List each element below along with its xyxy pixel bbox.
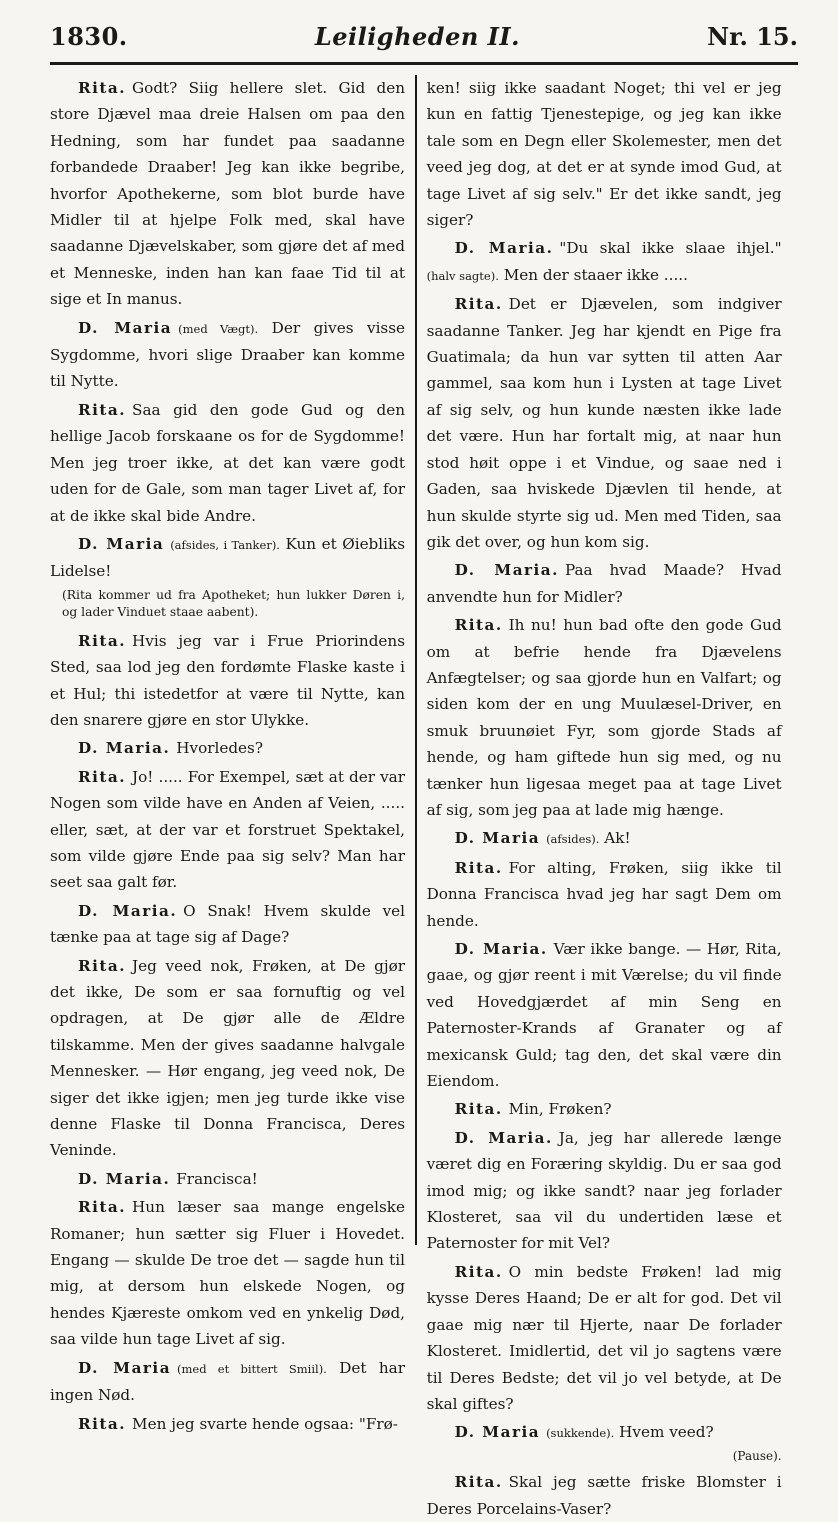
stage-direction-block: (Rita kommer ud fra Apotheket; hun lukker Døren i, og lader Vinduet staae aabent). [62,587,405,620]
dialogue-text: Ja, jeg har allerede længe været dig en Foræring skyldig. Du er saa god imod mig; og ikke sandt? naar jeg forlader Klosteret, saa vil du undertiden læse et Paternoster for mit Vel? [426,1128,782,1253]
dialogue-text: ken! siig ikke saadant Noget; thi vel er jeg kun en fattig Tjenestepige, og jeg kan ikke tale som en Degn eller Skolemester, men det veed jeg dog, at det er at synde imod Gud, at tage Livet af sig selv." Er det ikke sandt, jeg siger? [426,79,782,230]
dialogue-text: Jeg veed nok, Frøken, at De gjør det ikke, De som er saa fornuftig og vel opdragen, at De gjør alle de Ældre tilskamme. Men der gives saadanne halvgale Mennesker. — Hør engang, jeg veed nok, De siger det ikke igjen; men jeg turde ikke vise denne Flaske til Donna Francisca, Deres Veninde. [50,956,405,1160]
dialogue-text: Saa gid den gode Gud og den hellige Jacob forskaane os for de Sygdomme! Men jeg troer ikke, at det kan være godt uden for de Gale, som man tager Livet af, for at de ikke skal bide Andre. [50,400,405,525]
dialogue-text: Vær ikke bange. — Hør, Rita, gaae, og gjør reent i mit Værelse; du vil finde ved Hovedgjærdet af min Seng en Paternoster-Krands af Granater og af mexicansk Guld; tag den, det skal være din Eiendom. [426,940,782,1091]
dialogue-text: Kun et Øiebliks Lidelse! [50,534,405,581]
header-year: 1830. [50,22,128,51]
dialogue-text: Der gives visse Sygdomme, hvori slige Draaber kan komme til Nytte. [50,318,406,391]
speaker: D. Maria. [454,1128,553,1147]
dialogue-text: Det har ingen Nød. [50,1358,405,1405]
paragraph [427,1469,782,1522]
paragraph [50,898,405,951]
paragraph [427,75,782,233]
stage-direction: (med Vægt). [178,321,259,336]
paragraph [427,936,782,1094]
dialogue-text: Men jeg svarte hende ogsaa: "Frø- [132,1414,398,1433]
stage-direction: (afsides, i Tanker). [170,537,280,552]
stage-direction: (afsides). [546,832,600,847]
speaker: Rita. [454,616,503,635]
speaker: D. Maria. [78,739,171,758]
speaker: D. Maria. [78,901,178,920]
dialogue-text: Ak! [604,829,631,848]
speaker: D. Maria. [78,1169,171,1188]
dialogue-text: O min bedste Frøken! lad mig kysse Deres Haand; De er alt for god. Det vil gaae mig nær til Hjerte, naar De forlader Klosteret. Imidlertid, det vil jo sagtens være til Deres Bedste; det vil jo vel betyde, at De skal giftes? [426,1262,782,1413]
paragraph [427,825,782,852]
dialogue-text: Hvem veed? [619,1423,714,1442]
right-column [417,75,782,1518]
paragraph [50,531,405,585]
speaker: Rita. [454,1473,503,1492]
dialogue-text: Skal jeg sætte friske Blomster i Deres Porcelains-Vaser? [426,1473,782,1518]
pause-direction: (Pause). [732,1448,782,1463]
dialogue-text: For alting, Frøken, siig ikke til Donna Francisca hvad jeg har sagt Dem om hende. [426,858,782,930]
header-number: Nr. 15. [707,22,798,51]
dialogue-text: Men der staaer ikke ..... [503,265,688,284]
dialogue-text: Paa hvad Maade? Hvad anvendte hun for Midler? [426,561,782,606]
speaker: D. Maria. [454,940,548,958]
paragraph [50,1411,405,1437]
stage-direction: (med et bittert Smiil). [177,1361,327,1376]
paragraph [50,735,405,761]
speaker: D. Maria [78,534,165,553]
speaker: D. Maria [454,1423,541,1442]
paragraph [50,764,405,896]
speaker: Rita. [454,295,503,314]
header-title: Leiligheden II. [314,22,520,51]
dialogue-text: Hvis jeg var i Frue Priorindens Sted, saa lod jeg den fordømte Flaske kaste i et Hul; thi istedetfor at være til Nytte, kan den snarere gjøre en stor Ulykke. [50,631,405,729]
paragraph [50,1194,405,1352]
paragraph [427,612,782,823]
dialogue-text: Ih nu! hun bad ofte den gode Gud om at befrie hende fra Djævelens Anfægtelser; og saa gjorde hun en Valfart; og siden kom der en ung Muulæsel-Driver, en smuk bruunøiet Fyr, som gjorde Stads af hende, og ham giftede hun sig med, og nu tænker hun ligesaa meget paa at tage Livet af sig, som jeg paa at lade mig hænge. [426,616,782,819]
speaker: D. Maria. [454,239,554,258]
speaker: Rita. [78,956,127,975]
speaker: D. Maria [454,829,541,848]
dialogue-text: Hun læser saa mange engelske Romaner; hun sætter sig Fluer i Hovedet. Engang — skulde De troe det — sagde hun til mig, at dersom hun elskede Nogen, og hendes Kjæreste omkom ved en ynkelig Død, saa vilde hun tage Livet af sig. [50,1198,405,1349]
speaker: Rita. [78,400,127,419]
speaker: D. Maria. [454,561,559,580]
speaker: Rita. [454,1100,503,1119]
paragraph [427,235,782,289]
paragraph [50,75,405,313]
stage-direction: (sukkende). [546,1426,615,1441]
speaker: Rita. [78,631,127,650]
header-rule [50,62,798,65]
paragraph [427,1125,782,1257]
paragraph [427,291,782,555]
speaker: Rita. [454,858,503,877]
speaker: Rita. [78,1198,127,1217]
dialogue-text: Det er Djævelen, som indgiver saadanne Tanker. Jeg har kjendt en Pige fra Guatimala; da hun var sytten til atten Aar gammel, saa kom hun i Lysten at tage Livet af sig selv, og hun kunde næsten ikke lade det være. Hun har fortalt mig, at naar hun stod høit oppe i et Vindue, og saae ned i Gaden, saa hviskede Djævlen til hende, at hun skulde styrte sig ud. Men med Tiden, saa gik det over, og hun kom sig. [426,295,782,551]
dialogue-text: O Snak! Hvem skulde vel tænke paa at tage sig af Dage? [50,901,405,947]
speaker: Rita. [78,1414,127,1433]
paragraph [427,1096,782,1122]
paragraph [50,1355,405,1409]
paragraph [427,1259,782,1417]
paragraph [50,953,405,1164]
paragraph [50,315,405,395]
dialogue-text: Francisca! [176,1169,258,1188]
paragraph [50,1166,405,1192]
speaker: D. Maria [78,318,173,337]
speaker: Rita. [78,767,127,786]
stage-direction: (halv sagte). [426,268,499,283]
paragraph [427,557,782,610]
paragraph [50,628,405,734]
speaker: Rita. [454,1262,503,1281]
speaker: D. Maria [78,1358,172,1377]
paragraph [50,397,405,529]
dialogue-text: Godt? Siig hellere slet. Gid den store Djævel maa dreie Halsen om paa den Hedning, som har fundet paa saadanne forbandede Draaber! Jeg kan ikke begribe, hvorfor Apothekerne, som blot burde have Midler til at hjelpe Folk med, skal have saadanne Djævelskaber, som gjøre det af med et Menneske, inden han kan faae Tid til at sige et In manus. [50,79,405,309]
page-header [50,22,798,56]
paragraph [427,855,782,934]
dialogue-text: Hvorledes? [176,739,263,758]
text-columns [50,75,798,1518]
dialogue-text: "Du skal ikke slaae ihjel." [559,239,782,258]
speaker: Rita. [78,79,127,97]
left-column [50,75,415,1433]
dialogue-text: Min, Frøken? [508,1100,612,1119]
dialogue-text: Jo! ..... For Exempel, sæt at der var Nogen som vilde have en Anden af Veien, ..... eller, sæt, at der var et forstruet Spektakel, som vilde gjøre Ende paa sig selv? Man har seet saa galt før. [50,767,405,892]
